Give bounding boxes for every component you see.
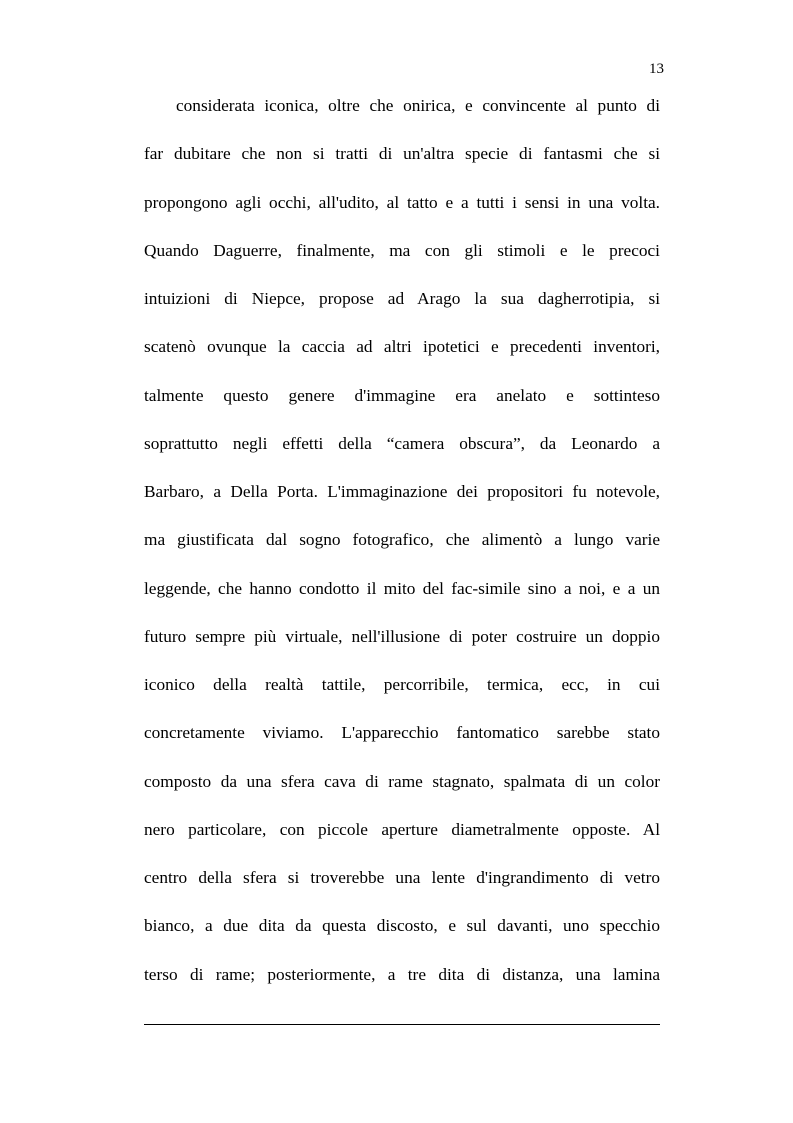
text-line: Barbaro, a Della Porta. L'immaginazione dei propositori fu notevole,: [144, 482, 660, 501]
text-line: composto da una sfera cava di rame stagnato, spalmata di un color: [144, 771, 660, 791]
text-line: talmente questo genere d'immagine era anelato e sottinteso: [144, 385, 660, 405]
text-line: iconico della realtà tattile, percorribile, termica, ecc, in cui: [144, 675, 660, 694]
body-text: [144, 94, 660, 1011]
text-line: leggende, che hanno condotto il mito del fac-simile sino a noi, e a un: [144, 578, 660, 598]
page-number: 13: [649, 61, 664, 77]
text-line: soprattutto negli effetti della “camera obscura”, da Leonardo a: [144, 433, 660, 453]
text-line: intuizioni di Niepce, propose ad Arago la sua dagherrotipia, si: [144, 289, 660, 308]
text-line: ma giustificata dal sogno fotografico, che alimentò a lungo varie: [144, 530, 660, 550]
text-line: considerata iconica, oltre che onirica, e convincente al punto di: [176, 96, 660, 115]
text-line: bianco, a due dita da questa discosto, e sul davanti, uno specchio: [144, 916, 660, 936]
text-line: scatenò ovunque la caccia ad altri ipotetici e precedenti inventori,: [144, 337, 660, 357]
text-line: far dubitare che non si tratti di un'altra specie di fantasmi che si: [144, 144, 660, 164]
text-line: propongono agli occhi, all'udito, al tatto e a tutti i sensi in una volta.: [144, 192, 660, 212]
text-line: centro della sfera si troverebbe una lente d'ingrandimento di vetro: [144, 868, 660, 887]
footnote-divider: [144, 1024, 660, 1025]
text-line: terso di rame; posteriormente, a tre dita di distanza, una lamina: [144, 964, 660, 984]
text-line: concretamente viviamo. L'apparecchio fantomatico sarebbe stato: [144, 723, 660, 743]
text-line: Quando Daguerre, finalmente, ma con gli stimoli e le precoci: [144, 240, 660, 260]
text-line: futuro sempre più virtuale, nell'illusione di poter costruire un doppio: [144, 626, 660, 646]
text-line: nero particolare, con piccole aperture diametralmente opposte. Al: [144, 819, 660, 839]
